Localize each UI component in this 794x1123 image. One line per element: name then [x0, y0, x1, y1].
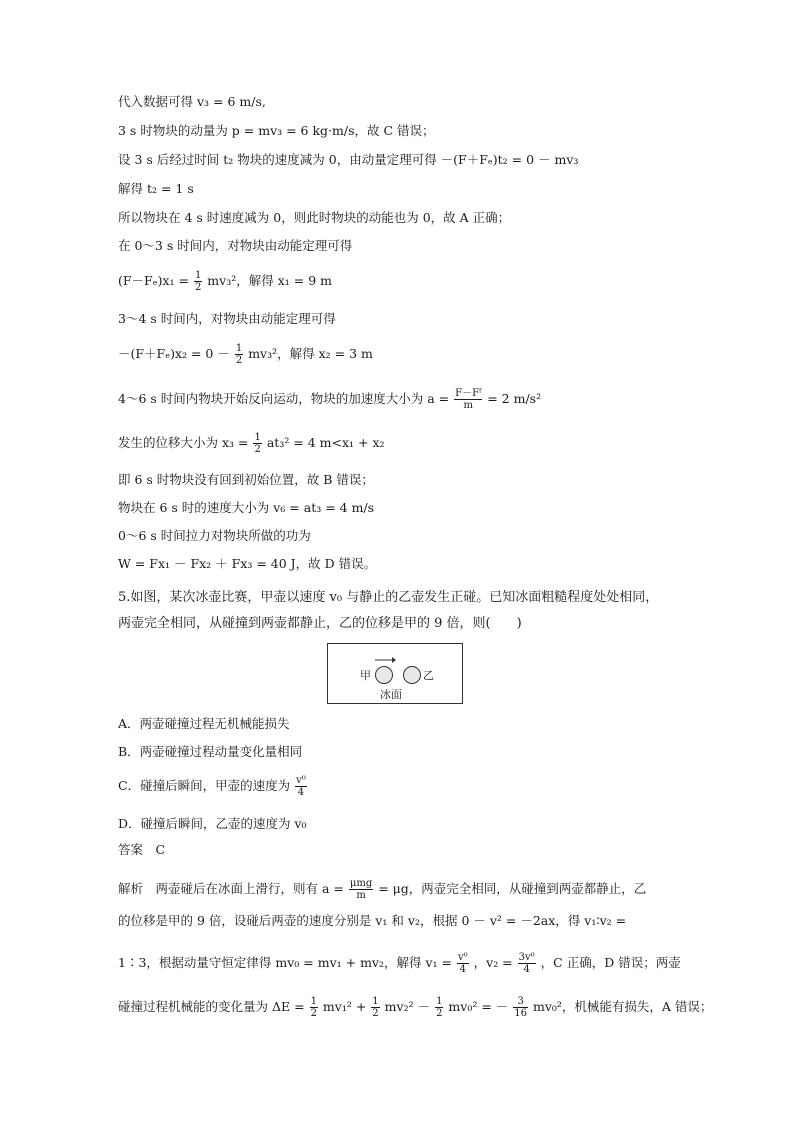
ball-jia	[375, 666, 393, 684]
text: 1∶3，根据动量守恒定律得 mv₀ = mv₁ + mv₂，解得 v₁ =	[118, 955, 452, 970]
text: 碰撞过程机械能的变化量为 ΔE =	[118, 999, 305, 1014]
text: mv₂² －	[384, 999, 431, 1014]
text: = μg，两壶完全相同，从碰撞到两壶都静止，乙	[378, 881, 647, 896]
fraction-half: $\frac{1}{2}$	[194, 270, 202, 293]
fraction-acceleration: $\frac{\text{F－Fᶠ}}{m}$	[455, 388, 482, 411]
line-4: 解得 t₂ = 1 s	[118, 181, 194, 196]
line-3: 设 3 s 后经过时间 t₂ 物块的速度减为 0，由动量定理可得 －(F＋Fₑ)t₂ = 0 － mv₃	[118, 152, 579, 167]
text: mv₃²，解得 x₂ = 3 m	[248, 346, 373, 361]
question-5-line-2: 两壶完全相同，从碰撞到两壶都静止，乙的位移是甲的 9 倍，则( )	[118, 616, 522, 631]
text: ，v₂ =	[473, 955, 513, 970]
line-2: 3 s 时物块的动量为 p = mv₃ = 6 kg·m/s，故 C 错误；	[118, 123, 435, 138]
velocity-arrow-icon	[374, 656, 396, 664]
analysis-line-1	[118, 878, 646, 901]
analysis-line-2: 的位移是甲的 9 倍，设碰后两壶的速度分别是 v₁ 和 v₂，根据 0 － v² = －2ax，得 v₁∶v₂ =	[118, 913, 627, 928]
line-8: 3～4 s 时间内，对物块由动能定理可得	[118, 311, 336, 326]
fraction-half: $\frac{1}{2}$	[372, 996, 379, 1019]
line-14: 0～6 s 时间拉力对物块所做的功为	[118, 528, 311, 543]
option-a: A．两壶碰撞过程无机械能损失	[118, 716, 290, 731]
label-ice: 冰面	[380, 688, 402, 701]
ball-yi	[403, 666, 421, 684]
text: mv₀²，机械能有损失，A 错误；	[532, 999, 713, 1014]
fraction-3v0-4: $\frac{\text{3v⁰}}{4}$	[518, 952, 535, 975]
text: 4～6 s 时间内物块开始反向运动，物块的加速度大小为 a =	[118, 391, 450, 406]
line-10	[118, 388, 541, 411]
fraction-v0-4: $\frac{\text{v⁰}}{4}$	[457, 952, 468, 975]
analysis-line-4	[118, 996, 712, 1019]
fraction-v0-4: $\frac{\text{v⁰}}{4}$	[296, 775, 306, 798]
text: C．碰撞后瞬间，甲壶的速度为	[118, 778, 291, 793]
label-jia: 甲	[360, 669, 371, 682]
line-12: 即 6 s 时物块没有回到初始位置，故 B 错误；	[118, 472, 374, 487]
line-15: W = Fx₁ － Fx₂ ＋ Fx₃ = 40 J，故 D 错误。	[118, 556, 377, 571]
line-5: 所以物块在 4 s 时速度减为 0，则此时物块的动能也为 0，故 A 正确；	[118, 210, 511, 225]
text: －(F＋Fₑ)x₂ = 0 －	[118, 346, 230, 361]
label-yi: 乙	[423, 669, 434, 682]
text: (F－Fₑ)x₁ =	[118, 273, 189, 288]
text: 发生的位移大小为 x₃ =	[118, 435, 249, 450]
text: mv₁² +	[322, 999, 367, 1014]
text: ，C 正确，D 错误；两壶	[540, 955, 681, 970]
line-1: 代入数据可得 v₃ = 6 m/s,	[118, 94, 266, 109]
analysis-line-3	[118, 952, 681, 975]
option-b: B．两壶碰撞过程动量变化量相同	[118, 744, 303, 759]
answer: 答案 C	[118, 842, 166, 857]
line-7	[118, 270, 332, 293]
line-13: 物块在 6 s 时的速度大小为 v₆ = at₃ = 4 m/s	[118, 500, 375, 515]
line-9	[118, 343, 373, 366]
text: = 2 m/s²	[487, 391, 542, 406]
line-6: 在 0～3 s 时间内，对物块由动能定理可得	[118, 238, 353, 253]
option-d: D．碰撞后瞬间，乙壶的速度为 v₀	[118, 816, 307, 831]
fraction-3-16: $\frac{3}{16}$	[514, 996, 527, 1019]
fraction-mumg-m: $\frac{\text{μmg}}{m}$	[349, 878, 373, 901]
question-5-line-1: 5.如图，某次冰壶比赛，甲壶以速度 v₀ 与静止的乙壶发生正碰。已知冰面粗糙程度处处相同，	[118, 590, 659, 605]
fraction-half: $\frac{1}{2}$	[254, 432, 261, 455]
text: at₃² = 4 m<x₁ + x₂	[266, 435, 385, 450]
option-c	[118, 775, 308, 798]
fraction-half: $\frac{1}{2}$	[310, 996, 317, 1019]
text: 解析 两壶碰后在冰面上滑行，则有 a =	[118, 881, 344, 896]
line-11	[118, 432, 385, 455]
fraction-half: $\frac{1}{2}$	[436, 996, 443, 1019]
fraction-half: $\frac{1}{2}$	[235, 343, 243, 366]
text: mv₀² = －	[448, 999, 509, 1014]
curling-figure	[327, 643, 463, 704]
text: mv₃²，解得 x₁ = 9 m	[207, 273, 332, 288]
